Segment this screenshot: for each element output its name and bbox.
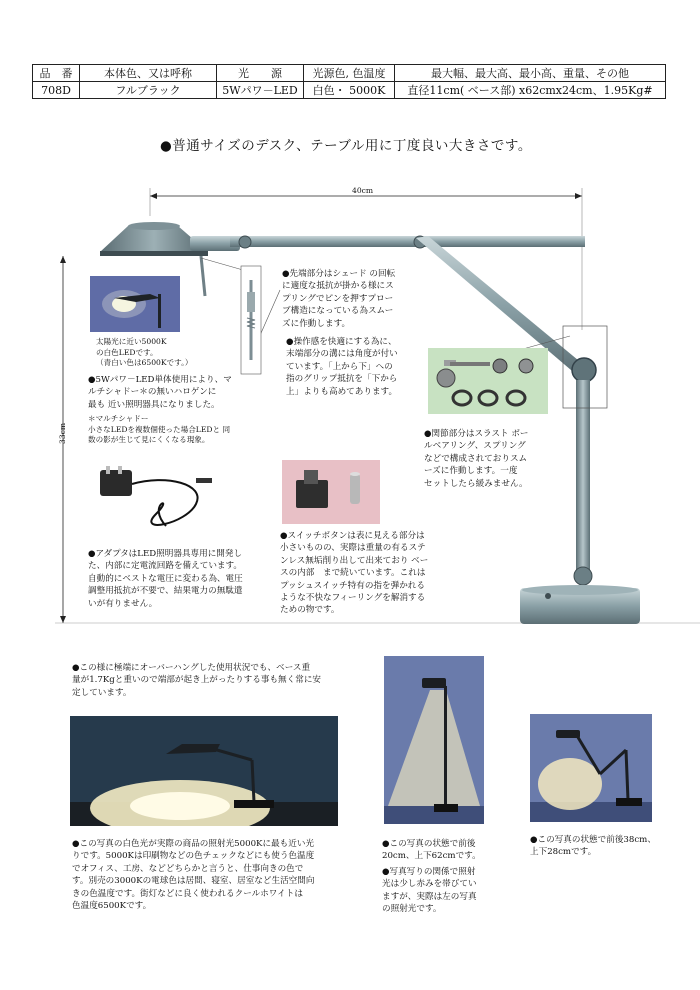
switch-icon <box>296 480 328 508</box>
handle-note: ●操作感を快適にする為に、 末端部分の溝には角度が付い ています。「上から下」への 指のグリップ抵抗を「下から 上」よりも高めてあります。 <box>286 337 398 397</box>
washer-icon <box>437 369 455 387</box>
switch-photo <box>282 460 380 524</box>
spec-header-cell: 光源色, 色温度 <box>304 65 395 82</box>
adapter-note: ●アダプタはLED照明器具専用に開発し た、内部に定電流回路を備えています。 自動的にベストな電圧に変わる為、電圧 調整用抵抗が不要で、結果電力の無駄遣 いが有りません。 <box>88 549 243 609</box>
state2-photo <box>530 714 652 822</box>
overhang-note: ●この様に極端にオーバーハングした使用状況でも、ベース重 量が1.7Kgと重いので端部が起き上がったりする事も無く常に安 定しています。 <box>72 663 322 698</box>
spec-header-cell: 品 番 <box>33 65 80 82</box>
width-label: 40cm <box>352 186 374 195</box>
tip-note: ●先端部分はシェード の回転 に適度な抵抗が掛かる様にス プリングでピンを押すプロー ブ構造になっている為スムー ズに作動します。 <box>282 269 396 329</box>
joint-parts-photo <box>428 348 548 414</box>
adapter-photo <box>96 464 218 540</box>
spec-data-cell: 直径11cm( ベース部) x62cmx24cm、1.95Kg# <box>395 82 666 99</box>
spec-data-cell: 708D <box>33 82 80 99</box>
spec-data-cell: フルブラック <box>80 82 217 99</box>
led-caption: 太陽光に近い5000K の白色LEDです。 （青白い色は6500Kです。） <box>96 337 193 367</box>
led-photo <box>90 276 180 332</box>
joint-note: ●関節部分はスラスト ボー ルベアリング、スプリング などで構成されておりスム ーズに作動します。一度 セットしたら緩みません。 <box>424 429 529 489</box>
spec-header-cell: 本体色、又は呼称 <box>80 65 217 82</box>
color-temp-note: ●この写真の白色光が実際の商品の照射光5000Kに最も近い光 りです。5000Kは印刷物などの色チェックなどにも使う色温度 でオフィス、工房、などどちらかと言うと、仕事向きの色で す。別売の3000Kの電球色は居間、寝室、居室など生活空間向 きの色温度です。街灯などに良く使われるクールホワイトは 色温度6500Kです。 <box>72 839 315 912</box>
overhang-photo <box>70 716 338 826</box>
adapter-icon <box>100 470 132 496</box>
lamp-pole <box>576 380 590 570</box>
spec-data-cell: 白色・ 5000K <box>304 82 395 99</box>
spec-data-cell: 5Wパワ－LED <box>217 82 304 99</box>
photo-color-note: ●写真写りの関係で照射 光は少し赤みを帯びてい ますが、実際は左の写真 の照射光です。 <box>382 867 477 915</box>
multishadow-note: ＊マルチシャドー 小さなLEDを複数個使った場合LEDと 同 数の影が生じて見にくくなる現象。 <box>88 414 231 444</box>
spec-header-cell: 最大幅、最大高、最小高、重量、その他 <box>395 65 666 82</box>
state1-note: ●この写真の状態で前後 20cm、上下62cmです。 <box>382 839 481 862</box>
headline: ●普通サイズのデスク、テーブル用に丁度良い大きさです。 <box>160 138 532 154</box>
elbow-joint <box>572 358 596 382</box>
height-label: 33cm <box>58 422 67 444</box>
state2-note: ●この写真の状態で前後38cm、 上下28cmです。 <box>530 835 656 858</box>
spec-header-cell: 光 源 <box>217 65 304 82</box>
state1-photo <box>384 656 484 824</box>
upper-arm <box>230 236 585 247</box>
led-note: ●5Wパワ－LED単体使用により、マ ルチシャドー＊の無いハロゲンに 最も 近い照明器具になりました。 <box>88 375 232 410</box>
switch-note: ●スイッチボタンは表に見える部分は 小さいものの、実際は重量の有るステ ンレス無垢削り出して出来ており ベー スの内部 まで続いています。これは プッシュスイッチ特有の指を弾かれる ような不快なフィーリングを解消する ための物です。 <box>280 531 429 616</box>
